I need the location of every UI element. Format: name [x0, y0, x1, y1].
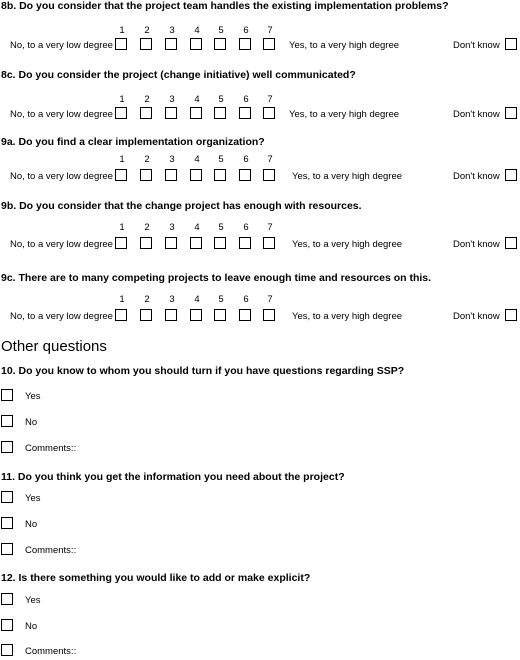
scale-number: 4 [194, 25, 200, 36]
rating-checkbox-1[interactable] [115, 237, 127, 249]
option-label: Yes [25, 493, 41, 504]
rating-checkbox-7[interactable] [263, 169, 275, 181]
scale-number: 3 [169, 154, 175, 165]
dont-know-label: Don't know [453, 311, 500, 322]
scale-number: 5 [218, 94, 224, 105]
rating-checkbox-2[interactable] [140, 309, 152, 321]
scale-low-label: No, to a very low degree [10, 109, 113, 120]
scale-number: 2 [144, 294, 150, 305]
option-checkbox[interactable] [1, 644, 13, 656]
dont-know-label: Don't know [453, 239, 500, 250]
question-9b-title: 9b. Do you consider that the change project has enough with resources. [1, 200, 362, 212]
scale-number: 1 [119, 25, 125, 36]
rating-checkbox-6[interactable] [239, 107, 251, 119]
rating-checkbox-4[interactable] [190, 107, 202, 119]
rating-checkbox-7[interactable] [263, 38, 275, 50]
scale-number: 4 [194, 222, 200, 233]
scale-number: 1 [119, 154, 125, 165]
option-label: No [25, 621, 38, 632]
option-checkbox[interactable] [1, 491, 13, 503]
scale-number: 1 [119, 222, 125, 233]
option-label: Comments:: [25, 443, 77, 454]
rating-checkbox-3[interactable] [165, 169, 177, 181]
option-label: Yes [25, 595, 41, 606]
section-heading: Other questions [1, 338, 107, 355]
option-checkbox[interactable] [1, 517, 13, 529]
scale-number: 6 [243, 154, 249, 165]
scale-number: 2 [144, 25, 150, 36]
question-12-title: 12. Is there something you would like to add or make explicit? [1, 572, 311, 584]
rating-checkbox-7[interactable] [263, 237, 275, 249]
rating-scale-9b [0, 237, 520, 253]
scale-number: 7 [267, 154, 273, 165]
question-9c-title: 9c. There are to many competing projects to leave enough time and resources on this. [1, 272, 432, 284]
dont-know-checkbox[interactable] [505, 309, 517, 321]
option-checkbox[interactable] [1, 415, 13, 427]
scale-number: 6 [243, 25, 249, 36]
scale-number: 7 [267, 222, 273, 233]
scale-number: 1 [119, 294, 125, 305]
scale-number: 3 [169, 222, 175, 233]
scale-number: 2 [144, 154, 150, 165]
rating-scale-9a [0, 169, 520, 185]
scale-high-label: Yes, to a very high degree [289, 40, 400, 51]
option-checkbox[interactable] [1, 619, 13, 631]
rating-checkbox-2[interactable] [140, 237, 152, 249]
rating-checkbox-1[interactable] [115, 107, 127, 119]
rating-checkbox-7[interactable] [263, 107, 275, 119]
rating-checkbox-3[interactable] [165, 237, 177, 249]
scale-number: 1 [119, 94, 125, 105]
question-8c-title: 8c. Do you consider the project (change initiative) well communicated? [1, 69, 356, 81]
rating-checkbox-1[interactable] [115, 169, 127, 181]
option-label: No [25, 417, 38, 428]
dont-know-checkbox[interactable] [505, 107, 517, 119]
scale-number: 4 [194, 154, 200, 165]
scale-low-label: No, to a very low degree [10, 40, 113, 51]
option-label: No [25, 519, 38, 530]
scale-number: 3 [169, 94, 175, 105]
option-no [0, 619, 520, 635]
rating-checkbox-1[interactable] [115, 309, 127, 321]
rating-checkbox-6[interactable] [239, 38, 251, 50]
scale-high-label: Yes, to a very high degree [292, 239, 403, 250]
scale-number: 2 [144, 94, 150, 105]
option-comments [0, 441, 520, 457]
rating-checkbox-6[interactable] [239, 169, 251, 181]
scale-number: 4 [194, 94, 200, 105]
option-checkbox[interactable] [1, 593, 13, 605]
scale-number: 4 [194, 294, 200, 305]
scale-number: 6 [243, 94, 249, 105]
scale-number: 7 [267, 294, 273, 305]
option-yes [0, 491, 520, 507]
rating-checkbox-3[interactable] [165, 309, 177, 321]
scale-number: 5 [218, 222, 224, 233]
question-9a-title: 9a. Do you find a clear implementation organization? [1, 136, 265, 148]
question-10-title: 10. Do you know to whom you should turn if you have questions regarding SSP? [1, 365, 405, 377]
option-label: Yes [25, 391, 41, 402]
option-checkbox[interactable] [1, 389, 13, 401]
scale-number: 7 [267, 94, 273, 105]
scale-number: 2 [144, 222, 150, 233]
scale-low-label: No, to a very low degree [10, 311, 113, 322]
option-label: Comments:: [25, 646, 77, 657]
option-no [0, 415, 520, 431]
option-no [0, 517, 520, 533]
rating-checkbox-6[interactable] [239, 309, 251, 321]
rating-checkbox-5[interactable] [214, 169, 226, 181]
scale-number: 3 [169, 294, 175, 305]
option-yes [0, 389, 520, 405]
scale-number: 6 [243, 222, 249, 233]
rating-checkbox-5[interactable] [214, 309, 226, 321]
option-checkbox[interactable] [1, 543, 13, 555]
option-label: Comments:: [25, 545, 77, 556]
rating-checkbox-3[interactable] [165, 38, 177, 50]
rating-checkbox-2[interactable] [140, 38, 152, 50]
scale-number: 7 [267, 25, 273, 36]
rating-checkbox-2[interactable] [140, 107, 152, 119]
option-yes [0, 593, 520, 609]
rating-checkbox-2[interactable] [140, 169, 152, 181]
dont-know-checkbox[interactable] [505, 169, 517, 181]
question-11-title: 11. Do you think you get the information you need about the project? [1, 471, 345, 483]
scale-number: 3 [169, 25, 175, 36]
scale-number: 5 [218, 25, 224, 36]
dont-know-label: Don't know [453, 40, 500, 51]
scale-high-label: Yes, to a very high degree [292, 311, 403, 322]
rating-checkbox-6[interactable] [239, 237, 251, 249]
scale-low-label: No, to a very low degree [10, 239, 113, 250]
rating-checkbox-1[interactable] [115, 38, 127, 50]
question-8b-title: 8b. Do you consider that the project team handles the existing implementation problems? [1, 0, 449, 12]
rating-checkbox-5[interactable] [214, 237, 226, 249]
scale-low-label: No, to a very low degree [10, 171, 113, 182]
rating-scale-8c [0, 107, 520, 123]
scale-number: 5 [218, 294, 224, 305]
option-checkbox[interactable] [1, 441, 13, 453]
scale-number: 6 [243, 294, 249, 305]
rating-scale-8b [0, 38, 520, 54]
scale-high-label: Yes, to a very high degree [289, 109, 400, 120]
rating-checkbox-5[interactable] [214, 38, 226, 50]
dont-know-label: Don't know [453, 109, 500, 120]
dont-know-checkbox[interactable] [505, 237, 517, 249]
rating-checkbox-4[interactable] [190, 237, 202, 249]
scale-number: 5 [218, 154, 224, 165]
dont-know-checkbox[interactable] [505, 38, 517, 50]
rating-checkbox-4[interactable] [190, 309, 202, 321]
rating-checkbox-4[interactable] [190, 169, 202, 181]
rating-scale-9c [0, 309, 520, 325]
dont-know-label: Don't know [453, 171, 500, 182]
option-comments [0, 543, 520, 559]
scale-high-label: Yes, to a very high degree [292, 171, 403, 182]
rating-checkbox-3[interactable] [165, 107, 177, 119]
rating-checkbox-5[interactable] [214, 107, 226, 119]
rating-checkbox-4[interactable] [190, 38, 202, 50]
option-comments [0, 644, 520, 660]
rating-checkbox-7[interactable] [263, 309, 275, 321]
